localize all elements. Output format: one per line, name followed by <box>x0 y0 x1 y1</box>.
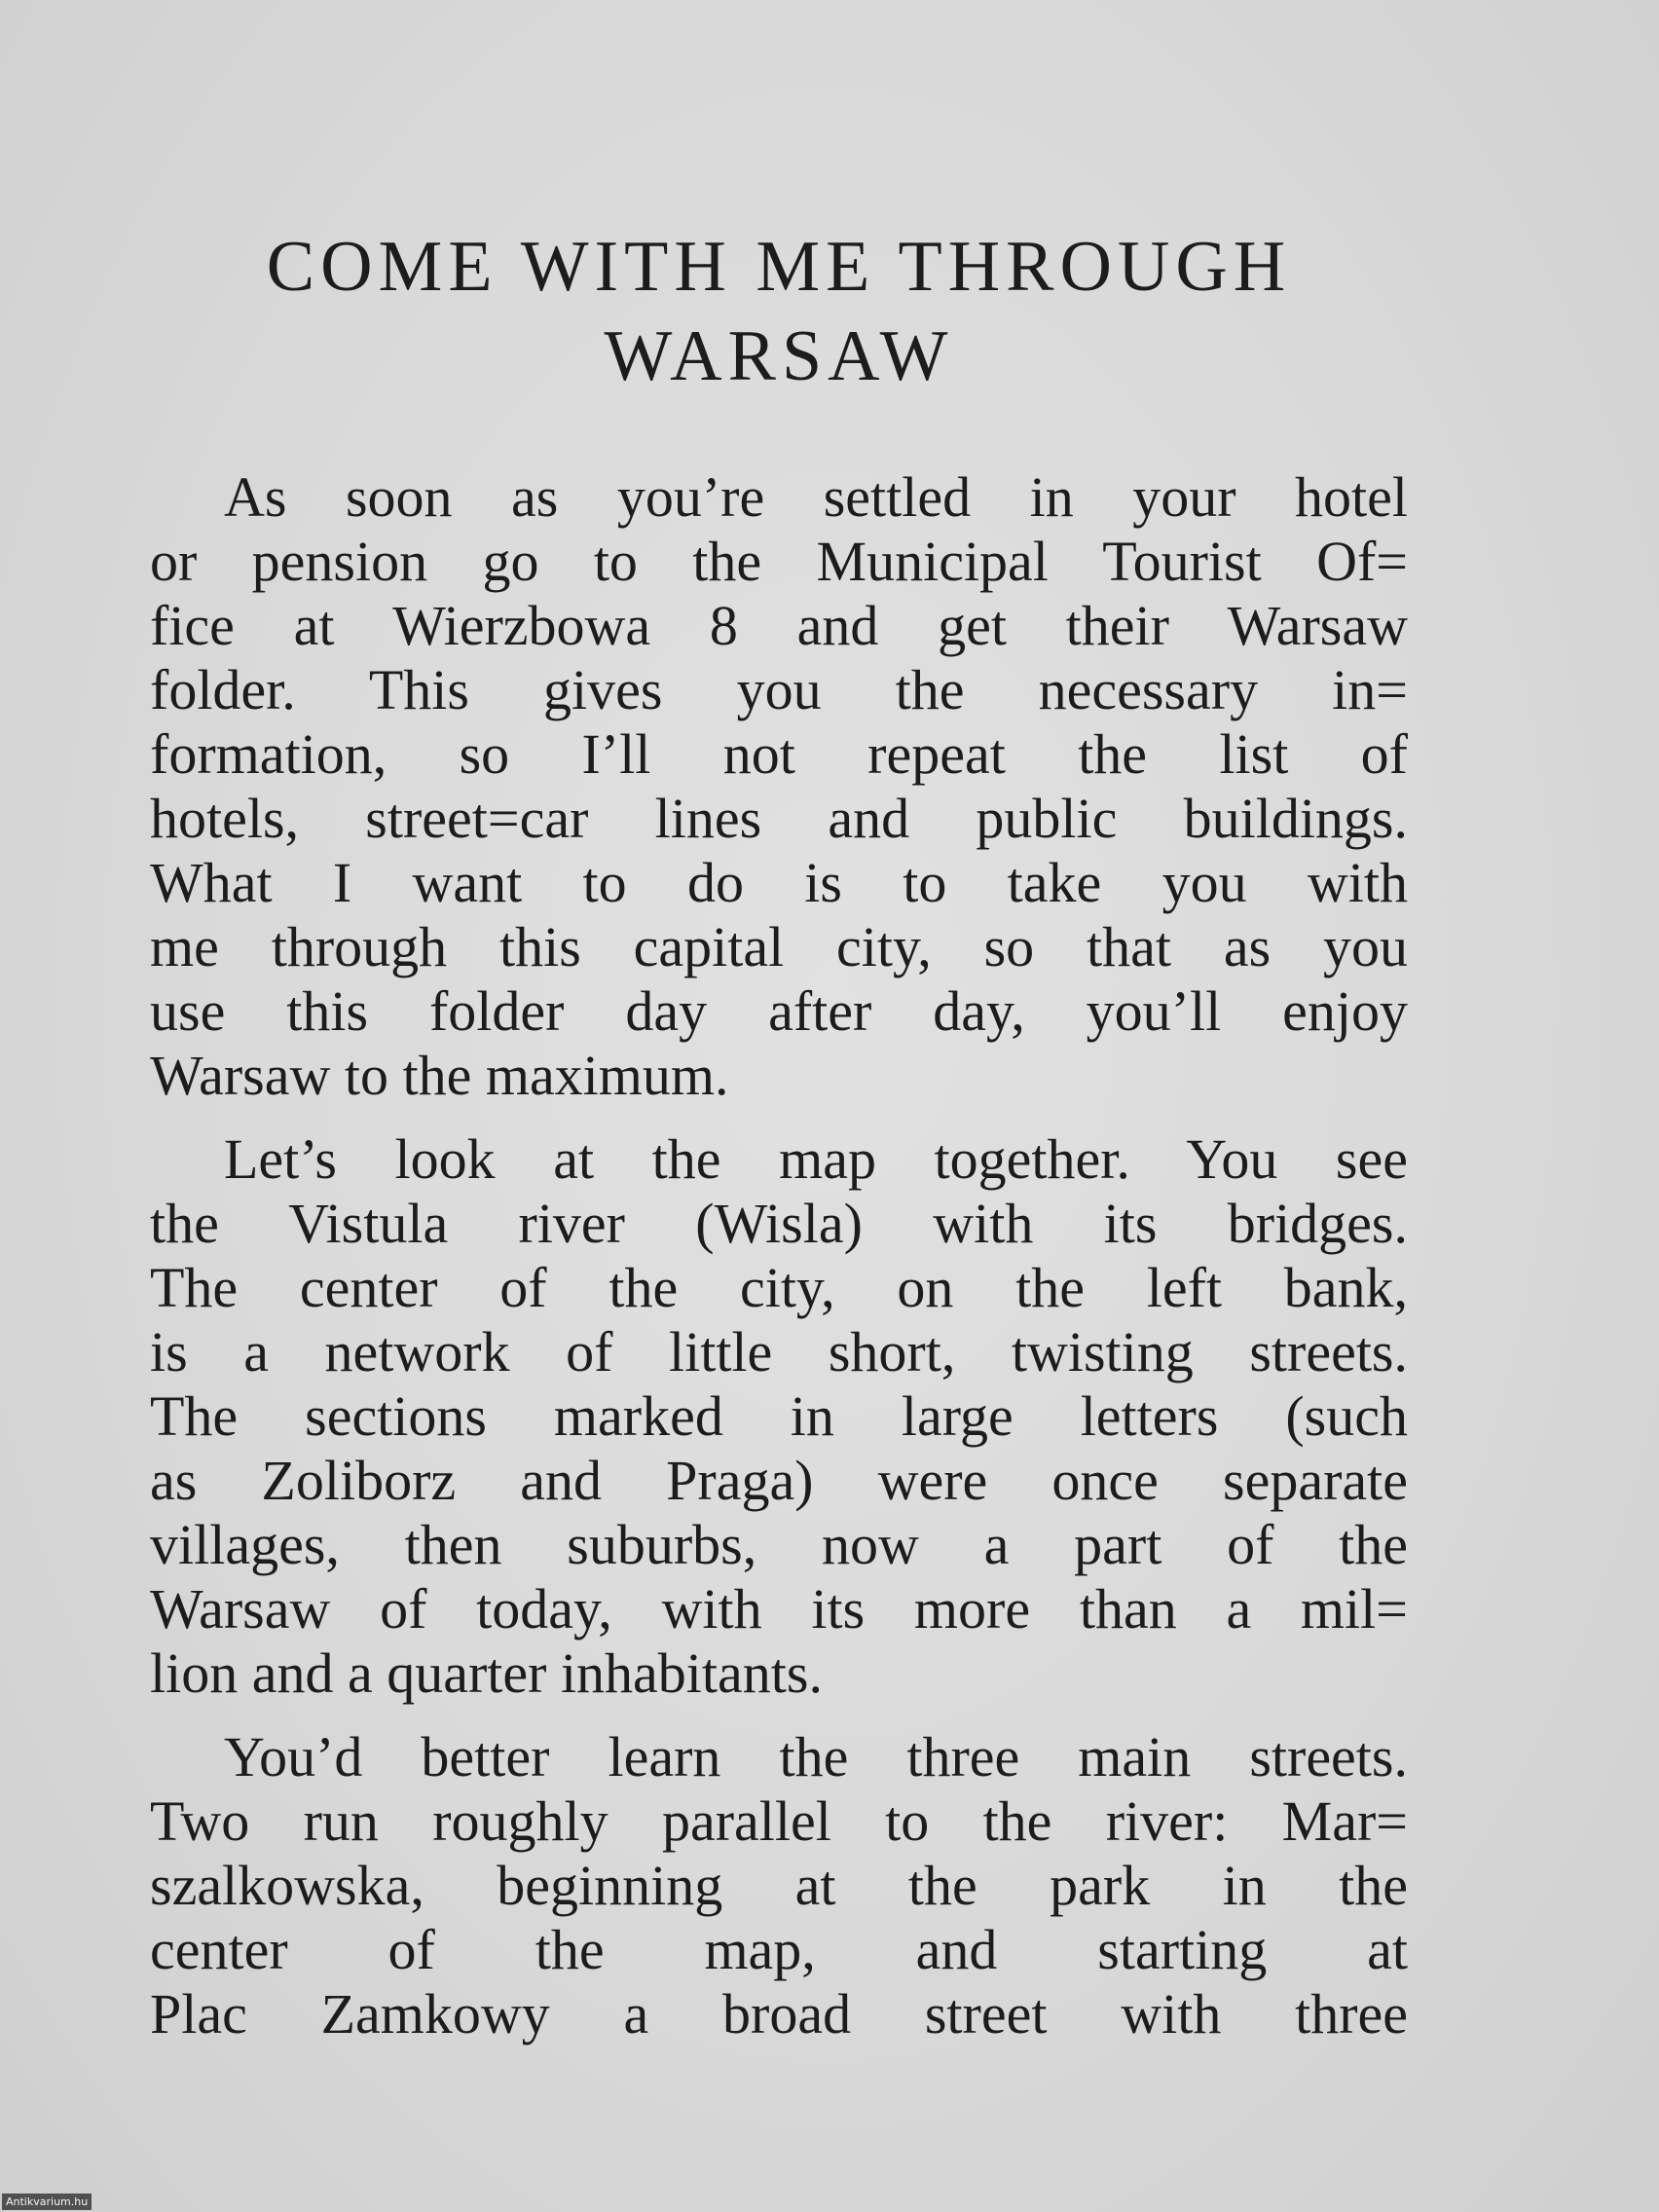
text-line: fice at Wierzbowa 8 and get their Warsaw <box>150 594 1408 657</box>
paragraph-gap <box>150 1108 1408 1127</box>
paragraph-2 <box>150 1127 1408 1706</box>
text-line: folder. This gives you the necessary in= <box>150 658 1408 721</box>
text-line: the Vistula river (Wisla) with its bridges. <box>150 1192 1408 1255</box>
chapter-title <box>146 222 1412 401</box>
paragraph-3 <box>150 1725 1408 2046</box>
text-line: use this folder day after day, you’ll enjoy <box>150 979 1408 1043</box>
text-line: formation, so I’ll not repeat the list of <box>150 722 1408 786</box>
text-line: What I want to do is to take you with <box>150 851 1408 914</box>
body-text <box>150 465 1408 2046</box>
text-line: me through this capital city, so that as you <box>150 915 1408 978</box>
text-line: szalkowska, beginning at the park in the <box>150 1854 1408 1917</box>
text-line: villages, then suburbs, now a part of the <box>150 1513 1408 1576</box>
text-line: is a network of little short, twisting streets. <box>150 1320 1408 1383</box>
watermark: Antikvarium.hu <box>2 2194 92 2210</box>
text-line: Plac Zamkowy a broad street with three <box>150 1982 1408 2046</box>
text-line: As soon as you’re settled in your hotel <box>224 465 1408 529</box>
chapter-title-line-2: WARSAW <box>604 316 954 396</box>
text-line: Let’s look at the map together. You see <box>224 1127 1408 1191</box>
text-line: You’d better learn the three main streets. <box>224 1725 1408 1788</box>
text-line: Warsaw of today, with its more than a mil= <box>150 1577 1408 1641</box>
text-line: or pension go to the Municipal Tourist Of= <box>150 530 1408 593</box>
paragraph-gap <box>150 1706 1408 1725</box>
chapter-title-line-1: COME WITH ME THROUGH <box>266 227 1292 307</box>
text-line: The center of the city, on the left bank, <box>150 1256 1408 1319</box>
paragraph-1 <box>150 465 1408 1108</box>
text-line: as Zoliborz and Praga) were once separate <box>150 1449 1408 1512</box>
text-line: Two run roughly parallel to the river: Mar= <box>150 1789 1408 1853</box>
text-line: lion and a quarter inhabitants. <box>150 1641 823 1705</box>
text-line: Warsaw to the maximum. <box>150 1044 729 1107</box>
text-line: hotels, street=car lines and public buildings. <box>150 787 1408 850</box>
text-line: The sections marked in large letters (such <box>150 1384 1408 1448</box>
text-line: center of the map, and starting at <box>150 1918 1408 1981</box>
